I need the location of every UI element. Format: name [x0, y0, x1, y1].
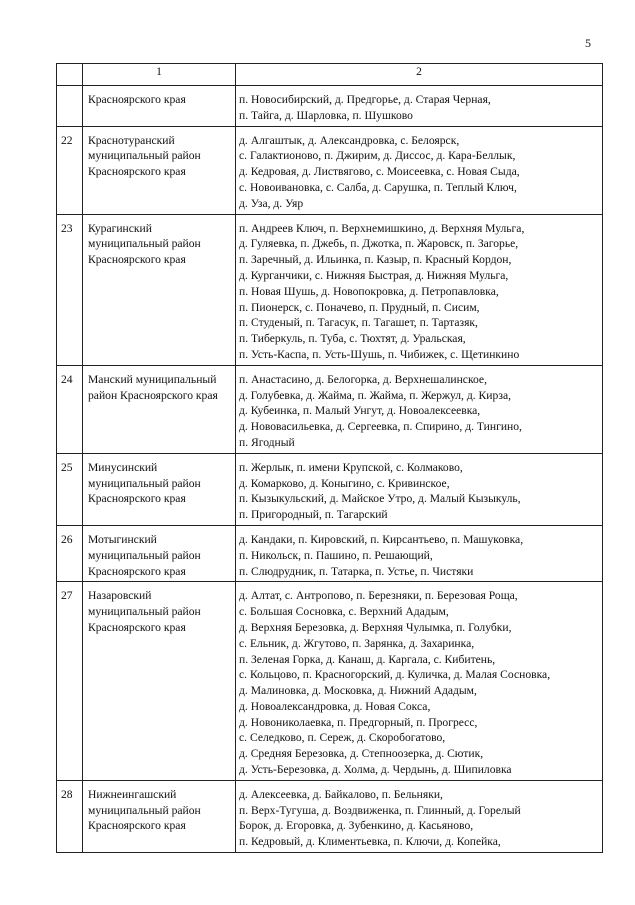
- district-name-cell: [83, 582, 236, 781]
- settlements-line: д. Новоалександровка, д. Новая Сокса,: [239, 699, 431, 713]
- settlements-line: п. Верх-Тугуша, д. Воздвиженка, п. Глинный, д. Горелый: [239, 803, 521, 817]
- settlements-line: д. Кедровая, д. Листвягово, с. Моисеевка, с. Новая Сыда,: [239, 165, 520, 179]
- settlements-cell: [236, 453, 603, 525]
- settlements-line: п. Ягодный: [239, 435, 295, 449]
- table-row: [57, 214, 603, 365]
- settlements-cell: [236, 214, 603, 365]
- settlements-line: д. Усть-Березовка, д. Холма, д. Чердынь, д. Шипиловка: [239, 763, 512, 777]
- table-row: [57, 86, 603, 127]
- settlements-line: п. Тайга, д. Шарловка, п. Шушково: [239, 108, 413, 122]
- district-name-line: муниципальный район: [88, 476, 201, 490]
- settlements-line: д. Уза, д. Уяр: [239, 196, 304, 210]
- row-number-cell: 25: [57, 453, 83, 525]
- settlements-line: п. Заречный, д. Ильинка, п. Казыр, п. Красный Кордон,: [239, 253, 512, 267]
- table-row: [57, 365, 603, 453]
- district-name-line: муниципальный район: [88, 803, 201, 817]
- settlements-line: д. Нововасильевка, д. Сергеевка, п. Спирино, д. Тингино,: [239, 420, 522, 434]
- row-number-cell: [57, 86, 83, 127]
- settlements-cell: [236, 780, 603, 852]
- settlements-line: п. Зеленая Горка, д. Канаш, д. Каргала, с. Кибитень,: [239, 652, 496, 666]
- settlements-line: п. Никольск, п. Пашино, п. Решающий,: [239, 548, 433, 562]
- district-name-line: район Красноярского края: [88, 388, 218, 402]
- settlements-line: д. Верхняя Березовка, д. Верхняя Чулымка, п. Голубки,: [239, 620, 512, 634]
- settlements-line: д. Курганчики, с. Нижняя Быстрая, д. Нижняя Мульга,: [239, 268, 509, 282]
- settlements-line: п. Пригородный, п. Тагарский: [239, 508, 388, 522]
- district-name-line: Красноярского края: [88, 564, 186, 578]
- settlements-line: п. Анастасино, д. Белогорка, д. Верхнешалинское,: [239, 372, 487, 386]
- settlements-line: п. Кызыкульский, д. Майское Утро, д. Малый Кызыкуль,: [239, 492, 521, 506]
- district-name-line: Назаровский: [88, 589, 152, 603]
- settlements-line: с. Большая Сосновка, с. Верхний Ададым,: [239, 605, 449, 619]
- district-name-line: Красноярского края: [88, 492, 186, 506]
- settlements-line: д. Малиновка, д. Московка, д. Нижний Ададым,: [239, 684, 477, 698]
- district-name-line: муниципальный район: [88, 237, 201, 251]
- district-name-line: Красноярского края: [88, 253, 186, 267]
- district-name-cell: [83, 525, 236, 581]
- table-row: [57, 525, 603, 581]
- row-number-cell: 22: [57, 126, 83, 214]
- table-row: [57, 126, 603, 214]
- settlements-cell: [236, 126, 603, 214]
- district-name-cell: [83, 86, 236, 127]
- settlements-line: д. Голубевка, д. Жайма, п. Жайма, п. Жержул, д. Кирза,: [239, 388, 512, 402]
- district-name-cell: [83, 126, 236, 214]
- district-name-line: Красноярского края: [88, 620, 186, 634]
- settlements-cell: [236, 582, 603, 781]
- settlements-line: п. Новосибирский, д. Предгорье, д. Старая Черная,: [239, 93, 491, 106]
- settlements-line: с. Галактионово, п. Джирим, д. Диссос, д. Кара-Беллык,: [239, 149, 516, 163]
- header-cell-number: [57, 64, 83, 86]
- district-name-line: Манский муниципальный: [88, 372, 217, 386]
- settlements-line: Борок, д. Егоровка, д. Зубенкино, д. Касьяново,: [239, 819, 474, 833]
- district-name-line: Краснотуранский: [88, 133, 175, 147]
- settlements-line: п. Пионерск, с. Поначево, п. Прудный, п. Сисим,: [239, 300, 480, 314]
- settlements-line: с. Новоивановка, с. Салба, д. Сарушка, п. Теплый Ключ,: [239, 180, 517, 194]
- settlements-line: д. Средняя Березовка, д. Степноозерка, д. Сютик,: [239, 747, 484, 761]
- settlements-line: п. Кедровый, д. Климентьевка, п. Ключи, д. Копейка,: [239, 835, 501, 849]
- settlements-line: д. Комарково, д. Коныгино, с. Кривинское,: [239, 476, 450, 490]
- settlements-line: п. Тиберкуль, п. Туба, с. Тюхтят, д. Уральская,: [239, 332, 466, 346]
- district-name-cell: [83, 780, 236, 852]
- row-number-cell: 24: [57, 365, 83, 453]
- settlements-line: п. Новая Шушь, д. Новопокровка, д. Петропавловка,: [239, 284, 499, 298]
- settlements-line: д. Кубеинка, п. Малый Унгут, д. Новоалексеевка,: [239, 404, 481, 418]
- district-name-line: Красноярского края: [88, 93, 186, 106]
- row-number-cell: 27: [57, 582, 83, 781]
- settlements-line: п. Студеный, п. Тагасук, п. Тагашет, п. Тартазяк,: [239, 316, 478, 330]
- district-name-line: Минусинский: [88, 460, 158, 474]
- settlements-line: п. Жерлык, п. имени Крупской, с. Колмаково,: [239, 460, 463, 474]
- row-number-cell: 26: [57, 525, 83, 581]
- settlements-line: д. Алгаштык, д. Александровка, с. Белоярск,: [239, 133, 460, 147]
- district-name-cell: [83, 214, 236, 365]
- table-row: [57, 780, 603, 852]
- district-name-cell: [83, 453, 236, 525]
- settlements-cell: [236, 365, 603, 453]
- page-number: 5: [585, 36, 591, 50]
- settlements-line: с. Кольцово, п. Красногорский, д. Куличка, д. Малая Сосновка,: [239, 668, 551, 682]
- district-name-line: Курагинский: [88, 221, 152, 235]
- district-name-line: муниципальный район: [88, 548, 201, 562]
- settlements-line: д. Гуляевка, п. Джебь, п. Джотка, п. Жаровск, п. Загорье,: [239, 237, 519, 251]
- district-name-cell: [83, 365, 236, 453]
- table-row: [57, 582, 603, 781]
- district-name-line: Красноярского края: [88, 819, 186, 833]
- settlements-line: с. Ельник, д. Жгутово, п. Зарянка, д. Захаринка,: [239, 636, 475, 650]
- row-number-cell: 28: [57, 780, 83, 852]
- table-header-row: [57, 64, 603, 86]
- district-name-line: муниципальный район: [88, 605, 201, 619]
- settlements-line: с. Селедково, п. Сереж, д. Скоробогатово,: [239, 731, 446, 745]
- header-cell-col2: 2: [236, 64, 603, 86]
- settlements-line: п. Слюдрудник, п. Татарка, п. Устье, п. Чистяки: [239, 564, 474, 578]
- header-cell-col1: 1: [83, 64, 236, 86]
- settlements-line: д. Новониколаевка, п. Предгорный, п. Прогресс,: [239, 715, 478, 729]
- settlements-line: п. Усть-Каспа, п. Усть-Шушь, п. Чибижек, с. Щетинкино: [239, 347, 520, 361]
- settlements-line: п. Андреев Ключ, п. Верхнемишкино, д. Верхняя Мульга,: [239, 221, 525, 235]
- settlements-line: д. Алтат, с. Антропово, п. Березняки, п. Березовая Роща,: [239, 589, 518, 603]
- settlements-cell: [236, 525, 603, 581]
- row-number-cell: 23: [57, 214, 83, 365]
- district-name-line: Красноярского края: [88, 165, 186, 179]
- district-name-line: Нижнеингашский: [88, 787, 177, 801]
- settlements-line: д. Кандаки, п. Кировский, п. Кирсантьево, п. Машуковка,: [239, 532, 524, 546]
- settlements-table: [56, 63, 603, 853]
- district-name-line: муниципальный район: [88, 149, 201, 163]
- settlements-line: д. Алексеевка, д. Байкалово, п. Бельняки,: [239, 787, 443, 801]
- settlements-cell: [236, 86, 603, 127]
- table-row: [57, 453, 603, 525]
- district-name-line: Мотыгинский: [88, 532, 157, 546]
